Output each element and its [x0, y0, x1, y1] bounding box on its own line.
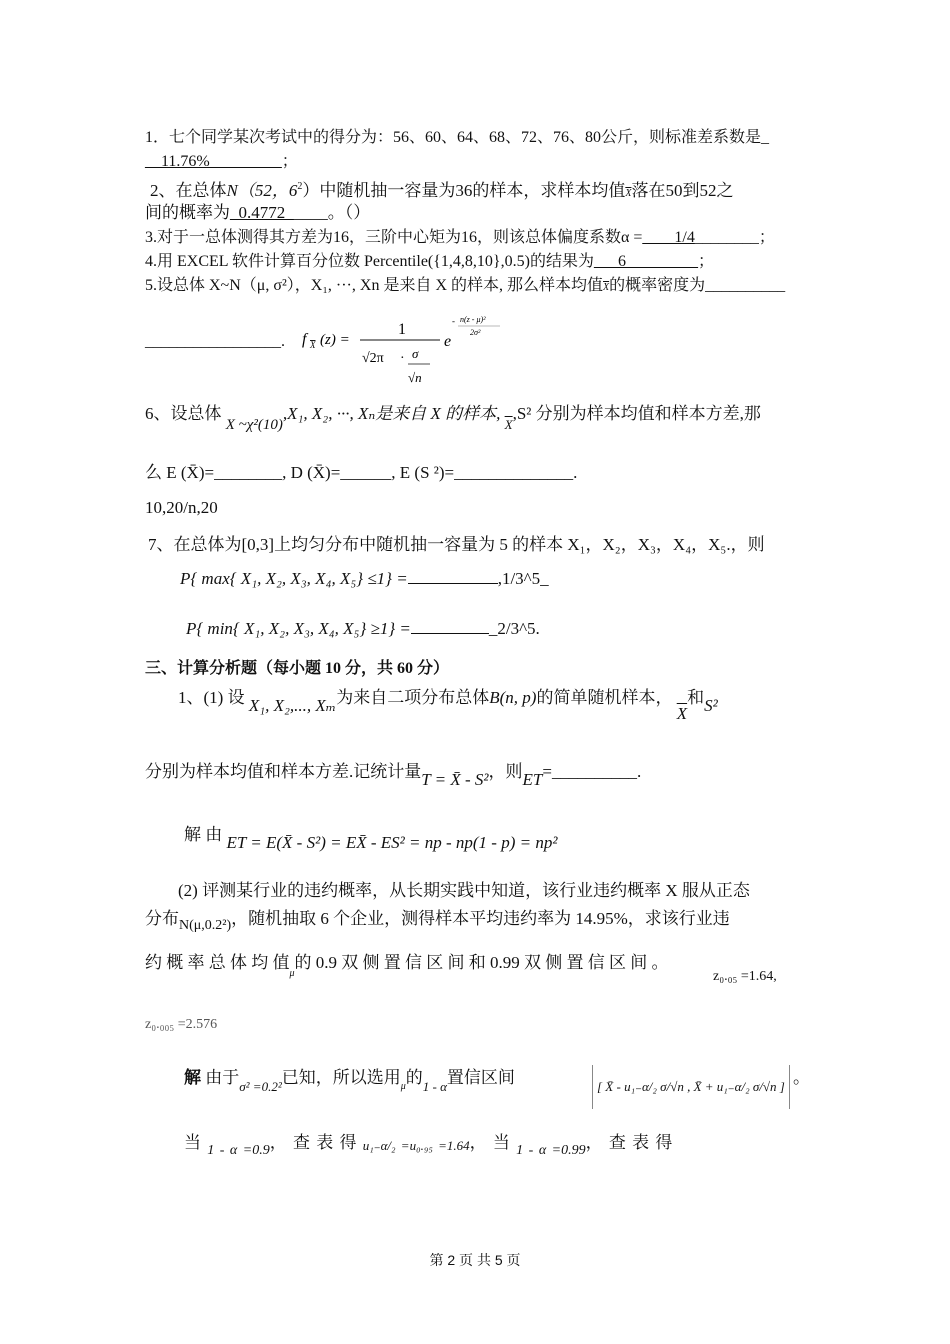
q5-line2 [145, 332, 285, 352]
q2-xbar: $\overline{X}$ [625, 188, 632, 199]
q1-line1 [145, 128, 769, 148]
c2-line3-prefix: 约 概 率 总 体 均 值 [145, 953, 290, 972]
c2-sol-mid: 已知，所以选用 [281, 1068, 401, 1087]
q6-line1 [145, 404, 761, 433]
c2-when1: 当 [184, 1133, 201, 1152]
c2-z2: z₀.₀₀₅ =2.576 [145, 1017, 218, 1032]
c2-solution-line2 [184, 1133, 673, 1158]
c1-line2-end: =__________. [542, 762, 642, 781]
c2-sol-period-line [793, 1068, 810, 1088]
q7-text: 7、在总体为[0,3]上均匀分布中随机抽一容量为 5 的样本 X₁，X₂，X₃，X₄，X₅.，则 [148, 535, 765, 554]
c2-solution-line1 [184, 1068, 515, 1094]
q3-line [145, 228, 775, 248]
q5-end: 的概率密度为__________ [609, 277, 786, 294]
q7-p2-line [186, 619, 540, 639]
c2-line2 [145, 909, 730, 931]
c2-line2-dist: N(μ,0.2²) [179, 918, 232, 933]
c2-sol-mid2: 的 [405, 1068, 423, 1087]
q1-line2 [145, 152, 298, 172]
c2-cond1: 1 - α =0.9 [207, 1143, 270, 1158]
q6-end: ,S² 分别为样本均值和样本方差,那 [512, 404, 761, 423]
q5-exp-den: 2σ² [470, 328, 481, 337]
q5-den1: √2π [362, 351, 384, 366]
q5-line1 [145, 276, 785, 298]
q5-fz: (z) = [320, 332, 350, 348]
c1-line2 [145, 762, 642, 789]
q6-prefix: 6、设总体 [145, 404, 222, 423]
q2-suffix: 落在50到52之 [631, 181, 734, 200]
q4-end: ； [697, 253, 714, 270]
q2-answer: _0.4772_ [230, 203, 294, 222]
q2-sup: 2 [297, 181, 303, 192]
c2-val1: u₁₋α/₂ =u₀.₉₅ =1.64 [362, 1138, 470, 1153]
c1-sol-label: 解 由 [184, 825, 223, 844]
q2-line1 [150, 177, 733, 204]
q7-p1-blank [408, 569, 498, 584]
c2-line2-end: ，随机抽取 6 个企业，测得样本平均违约率为 14.95%，求该行业违 [231, 909, 730, 928]
c2-sol-mu: μ [400, 1081, 406, 1092]
c2-z1-line [713, 967, 777, 987]
q5-f: f [302, 331, 307, 348]
q7-p2-blank [411, 619, 489, 634]
c2-sol-text: 由于 [205, 1068, 240, 1087]
q5-text: 5.设总体 X~N（μ, σ²），X₁, ···, Xn 是来自 X 的样本, 那么样本均值 [145, 277, 603, 294]
c1-dist: B(n, p) [489, 688, 537, 707]
q2-line2 [145, 203, 370, 223]
q7-p2: P{ min{ X₁, X₂, X₃, X₄, X₅} ≥1} = [186, 619, 411, 638]
q5-xbar: $\overline{X}$ [603, 282, 610, 293]
q5-dot: · [400, 351, 405, 366]
c1-end: 的简单随机样本， [536, 688, 673, 707]
q5-e: e [444, 333, 452, 350]
q3-answer: ____1/4 [642, 229, 695, 246]
page-footer: 第 2 页 共 5 页 [429, 1252, 521, 1268]
q1-text: 1．七个同学某次考试中的得分为：56、60、64、68、72、76、80公斤，则标准差系数是_ [145, 129, 770, 146]
q5-line2-text: _________________. [145, 333, 285, 350]
c2-z2-line [145, 1015, 217, 1035]
c2-sol-conf: 1 - α [422, 1079, 447, 1094]
q3-end: ________； [694, 229, 775, 246]
q5-exp-num: n(z - μ)² [460, 315, 486, 324]
q6-line2 [145, 463, 577, 483]
c2-line1-text: (2) 评测某行业的违约概率，从长期实践中知道，该行业违约概率 X 服从正态 [178, 881, 750, 900]
q5-density-formula [300, 308, 520, 392]
c1-vars: X₁, X₂,..., Xₘ [248, 696, 337, 715]
c2-sol-end: 置信区间 [446, 1068, 515, 1087]
c2-cond2: 1 - α =0.99 [516, 1143, 586, 1158]
c2-sol-interval-box [592, 1065, 790, 1109]
q7-line1 [148, 535, 765, 555]
q6-line2-text: 么 E (X̄)=________, D (X̄)=______, E (S ²)=______________. [145, 463, 578, 482]
q7-p2-answer: _2/3^5. [488, 619, 540, 638]
q6-answer-line [145, 498, 218, 518]
c1-mid: 为来自二项分布总体 [336, 688, 490, 707]
q6-xbar: X [504, 417, 513, 432]
c1-solution [184, 825, 558, 852]
c2-lookup2: ， 查 表 得 [585, 1133, 673, 1152]
c2-line3-mu: μ [289, 968, 295, 979]
q3-text: 3.对于一总体测得其方差为16，三阶中心矩为16，则该总体偏度系数α = [145, 229, 643, 246]
c2-sol-sigma: σ² =0.2² [239, 1079, 282, 1094]
q6-answer: 10,20/n,20 [145, 498, 218, 517]
c1-et: ET [522, 770, 543, 789]
q2-line2-end: ____。（） [293, 203, 371, 222]
c1-prefix: 1、(1) 设 [178, 688, 245, 707]
c2-sol-label: 解 [184, 1068, 201, 1087]
q6-mid: ,X₁, X₂, ···, Xₙ是来自 X 的样本, [282, 404, 501, 423]
q4-answer: ___6_________ [593, 253, 698, 270]
q5-num: 1 [398, 321, 406, 338]
c2-line3 [145, 953, 669, 979]
q5-f-sub: X [310, 340, 316, 350]
q2-dist-end: ）中随机抽一容量为36的样本，求样本均值 [302, 181, 626, 200]
c1-xbar: $\overline{X}$ [676, 704, 688, 723]
section3-heading-text: 三、计算分析题（每小题 10 分，共 60 分） [145, 660, 450, 677]
c2-line3-end: 的 0.9 双 侧 置 信 区 间 和 0.99 双 侧 置 信 区 间 。 [294, 953, 669, 972]
c2-when2: ， 当 [469, 1133, 510, 1152]
q4-text: 4.用 EXCEL 软件计算百分位数 Percentile({1,4,8,10},0.5)的结果为 [145, 253, 594, 270]
c2-lookup1: ， 查 表 得 [269, 1133, 357, 1152]
c2-sol-period: 。 [793, 1068, 810, 1087]
c2-line2-prefix: 分布 [145, 909, 179, 928]
c1-and: 和 [687, 688, 705, 707]
q2-dist: N（52，6 [226, 181, 298, 200]
q7-p1-answer: ,1/3^5_ [497, 569, 549, 588]
q1-answer: __11.76%_________ [145, 153, 282, 170]
q2-line2-text: 间的概率为 [145, 203, 230, 222]
q7-p1-line [180, 569, 549, 589]
c1-line2-prefix: 分别为样本均值和样本方差.记统计量 [145, 762, 422, 781]
c1-sol: ET = E(X̄ - S²) = EX̄ - ES² = np - np(1 - p) = np² [226, 833, 558, 852]
c2-sol-interval: [ X̄ - u₁₋α/₂ σ/√n , X̄ + u₁₋α/₂ σ/√n ] [597, 1079, 785, 1094]
c1-line1 [178, 688, 718, 723]
c2-z1: z₀.₀₅ =1.64, [713, 969, 777, 984]
c1-s2: S² [704, 696, 718, 715]
c2-line1 [178, 881, 750, 901]
section3-heading [145, 659, 449, 679]
q4-line [145, 252, 714, 272]
q6-dist: X ~χ²(10) [225, 417, 283, 433]
q7-p1: P{ max{ X₁, X₂, X₃, X₄, X₅} ≤1} = [180, 569, 408, 588]
c1-stat: T = X̄ - S² [421, 770, 489, 789]
q5-sigma: σ [412, 346, 419, 361]
c1-line2-mid: ，则 [488, 762, 523, 781]
q2-prefix: 2、在总体 [150, 181, 227, 200]
q5-minus: - [452, 316, 455, 326]
q5-sqrtn: √n [408, 370, 422, 385]
q1-end: ； [281, 153, 298, 170]
